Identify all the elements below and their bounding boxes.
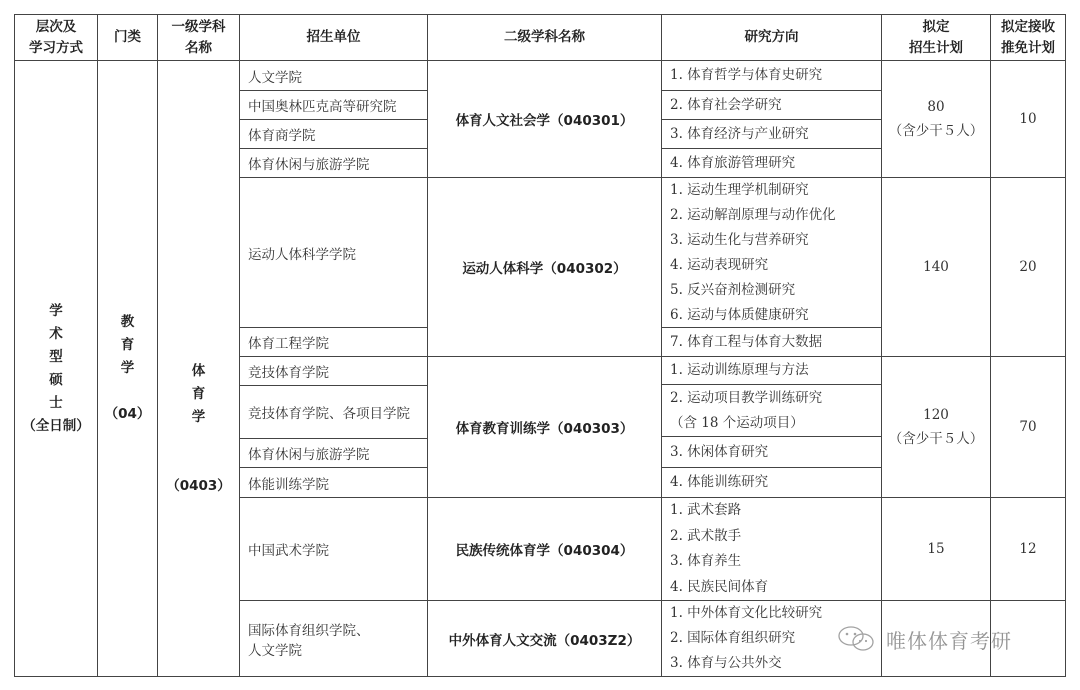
header-plan-text: 拟定 招生计划	[909, 18, 963, 56]
enrollment-plan	[881, 497, 991, 601]
enrollment-unit	[239, 148, 428, 178]
research-direction-block	[661, 177, 882, 328]
research-direction: 3. 体育养生	[670, 553, 742, 570]
header-direction	[661, 14, 882, 61]
header-subject	[427, 14, 662, 61]
enrollment-plan-text: 120 （含少干５人）	[888, 407, 984, 447]
watermark-text: 唯体体育考研	[886, 628, 1012, 653]
research-direction-block	[661, 90, 882, 120]
research-direction: 1. 中外体育文化比较研究	[670, 605, 823, 621]
secondary-subject	[427, 356, 662, 498]
research-direction-block	[661, 436, 882, 468]
research-direction: 5. 反兴奋剂检测研究	[670, 282, 796, 298]
watermark	[836, 624, 1012, 654]
research-direction: 4. 体育旅游管理研究	[670, 154, 796, 171]
header-discipline	[157, 14, 240, 61]
enrollment-unit	[239, 467, 428, 498]
header-unit-text: 招生单位	[306, 29, 361, 45]
enrollment-unit-text: 体育休闲与旅游学院	[248, 157, 370, 173]
secondary-subject-text: 中外体育人文交流（0403Z2）	[448, 632, 641, 649]
enrollment-unit-text: 体育工程学院	[248, 336, 329, 352]
research-direction: 4. 体能训练研究	[670, 474, 769, 490]
enrollment-plan-text: 80 （含少干５人）	[888, 99, 984, 139]
exempt-plan	[990, 497, 1066, 601]
enrollment-plan	[881, 60, 991, 178]
research-direction: 1. 运动训练原理与方法	[670, 362, 809, 378]
research-direction: 1. 体育哲学与体育史研究	[670, 67, 823, 83]
enrollment-unit	[239, 356, 428, 386]
research-direction: 2. 国际体育组织研究	[670, 630, 796, 646]
category-cell-text: 教 育 学 （04）	[104, 314, 151, 422]
secondary-subject-text: 民族传统体育学（040304）	[455, 543, 634, 559]
enrollment-plan-text: 140	[923, 259, 949, 275]
secondary-subject-text: 体育人文社会学（040301）	[455, 113, 634, 129]
header-exempt	[990, 14, 1066, 61]
level-cell-text: 学 术 型 硕 士 （全日制）	[22, 302, 90, 434]
category-cell	[97, 60, 158, 677]
research-direction-block	[661, 327, 882, 357]
research-direction-block	[661, 148, 882, 178]
header-discipline-text: 一级学科 名称	[171, 18, 226, 56]
secondary-subject	[427, 60, 662, 178]
research-direction: 4. 运动表现研究	[670, 257, 769, 273]
enrollment-unit	[239, 60, 428, 91]
research-direction-block	[661, 119, 882, 149]
header-category	[97, 14, 158, 61]
research-direction-block	[661, 497, 882, 601]
header-subject-text: 二级学科名称	[504, 29, 585, 45]
research-direction: 2. 运动项目教学训练研究 （含 18 个运动项目）	[670, 389, 823, 431]
exempt-plan	[990, 356, 1066, 498]
secondary-subject	[427, 177, 662, 357]
research-direction-block	[661, 60, 882, 91]
enrollment-unit	[239, 600, 428, 677]
wechat-icon	[836, 624, 880, 654]
discipline-cell	[157, 60, 240, 677]
research-direction: 1. 武术套路	[670, 502, 742, 519]
enrollment-unit-text: 运动人体科学学院	[248, 246, 356, 263]
research-direction: 3. 体育经济与产业研究	[670, 125, 809, 142]
header-plan	[881, 14, 991, 61]
research-direction: 3. 体育与公共外交	[670, 655, 782, 671]
research-direction: 3. 休闲体育研究	[670, 443, 769, 460]
enrollment-unit	[239, 438, 428, 468]
enrollment-unit-text: 体能训练学院	[248, 476, 329, 493]
secondary-subject-text: 体育教育训练学（040303）	[455, 421, 634, 437]
secondary-subject	[427, 600, 662, 677]
enrollment-plan	[881, 356, 991, 498]
enrollment-unit-text: 竞技体育学院、各项目学院	[248, 406, 410, 422]
enrollment-plan	[881, 177, 991, 357]
enrollment-unit-text: 体育休闲与旅游学院	[248, 447, 370, 463]
secondary-subject-text: 运动人体科学（040302）	[462, 261, 627, 277]
enrollment-unit	[239, 90, 428, 120]
enrollment-unit-text: 中国武术学院	[248, 543, 329, 559]
exempt-plan	[990, 60, 1066, 178]
enrollment-unit	[239, 119, 428, 149]
enrollment-unit-text: 体育商学院	[248, 128, 316, 144]
research-direction-block	[661, 384, 882, 437]
header-unit	[239, 14, 428, 61]
discipline-cell-text: 体 育 学 （0403）	[166, 362, 231, 494]
research-direction: 7. 体育工程与体育大数据	[670, 333, 823, 350]
research-direction-block	[661, 467, 882, 498]
research-direction: 2. 体育社会学研究	[670, 96, 782, 113]
enrollment-unit-text: 国际体育组织学院、 人文学院	[248, 622, 370, 659]
enrollment-unit	[239, 497, 428, 601]
header-category-text: 门类	[114, 29, 141, 45]
research-direction: 2. 武术散手	[670, 527, 742, 544]
exempt-plan-text: 12	[1019, 541, 1037, 557]
enrollment-unit-text: 竞技体育学院	[248, 365, 329, 381]
research-direction: 3. 运动生化与营养研究	[670, 232, 809, 248]
enrollment-unit	[239, 385, 428, 439]
header-level	[14, 14, 98, 61]
research-direction: 1. 运动生理学机制研究	[670, 182, 809, 198]
enrollment-unit	[239, 177, 428, 328]
research-direction: 6. 运动与体质健康研究	[670, 307, 809, 323]
enrollment-unit-text: 人文学院	[248, 69, 302, 86]
secondary-subject	[427, 497, 662, 601]
research-direction: 4. 民族民间体育	[670, 578, 769, 595]
enrollment-plan-text: 15	[927, 541, 945, 557]
exempt-plan-text: 70	[1019, 419, 1037, 435]
enrollment-unit	[239, 327, 428, 357]
header-exempt-text: 拟定接收 推免计划	[1001, 18, 1055, 56]
exempt-plan	[990, 177, 1066, 357]
enrollment-unit-text: 中国奥林匹克高等研究院	[248, 99, 397, 115]
header-direction-text: 研究方向	[744, 29, 799, 45]
header-level-text: 层次及 学习方式	[29, 18, 83, 56]
level-cell	[14, 60, 98, 677]
research-direction: 2. 运动解剖原理与动作优化	[670, 207, 836, 223]
exempt-plan-text: 10	[1019, 111, 1037, 127]
exempt-plan-text: 20	[1019, 259, 1037, 275]
research-direction-block	[661, 356, 882, 385]
